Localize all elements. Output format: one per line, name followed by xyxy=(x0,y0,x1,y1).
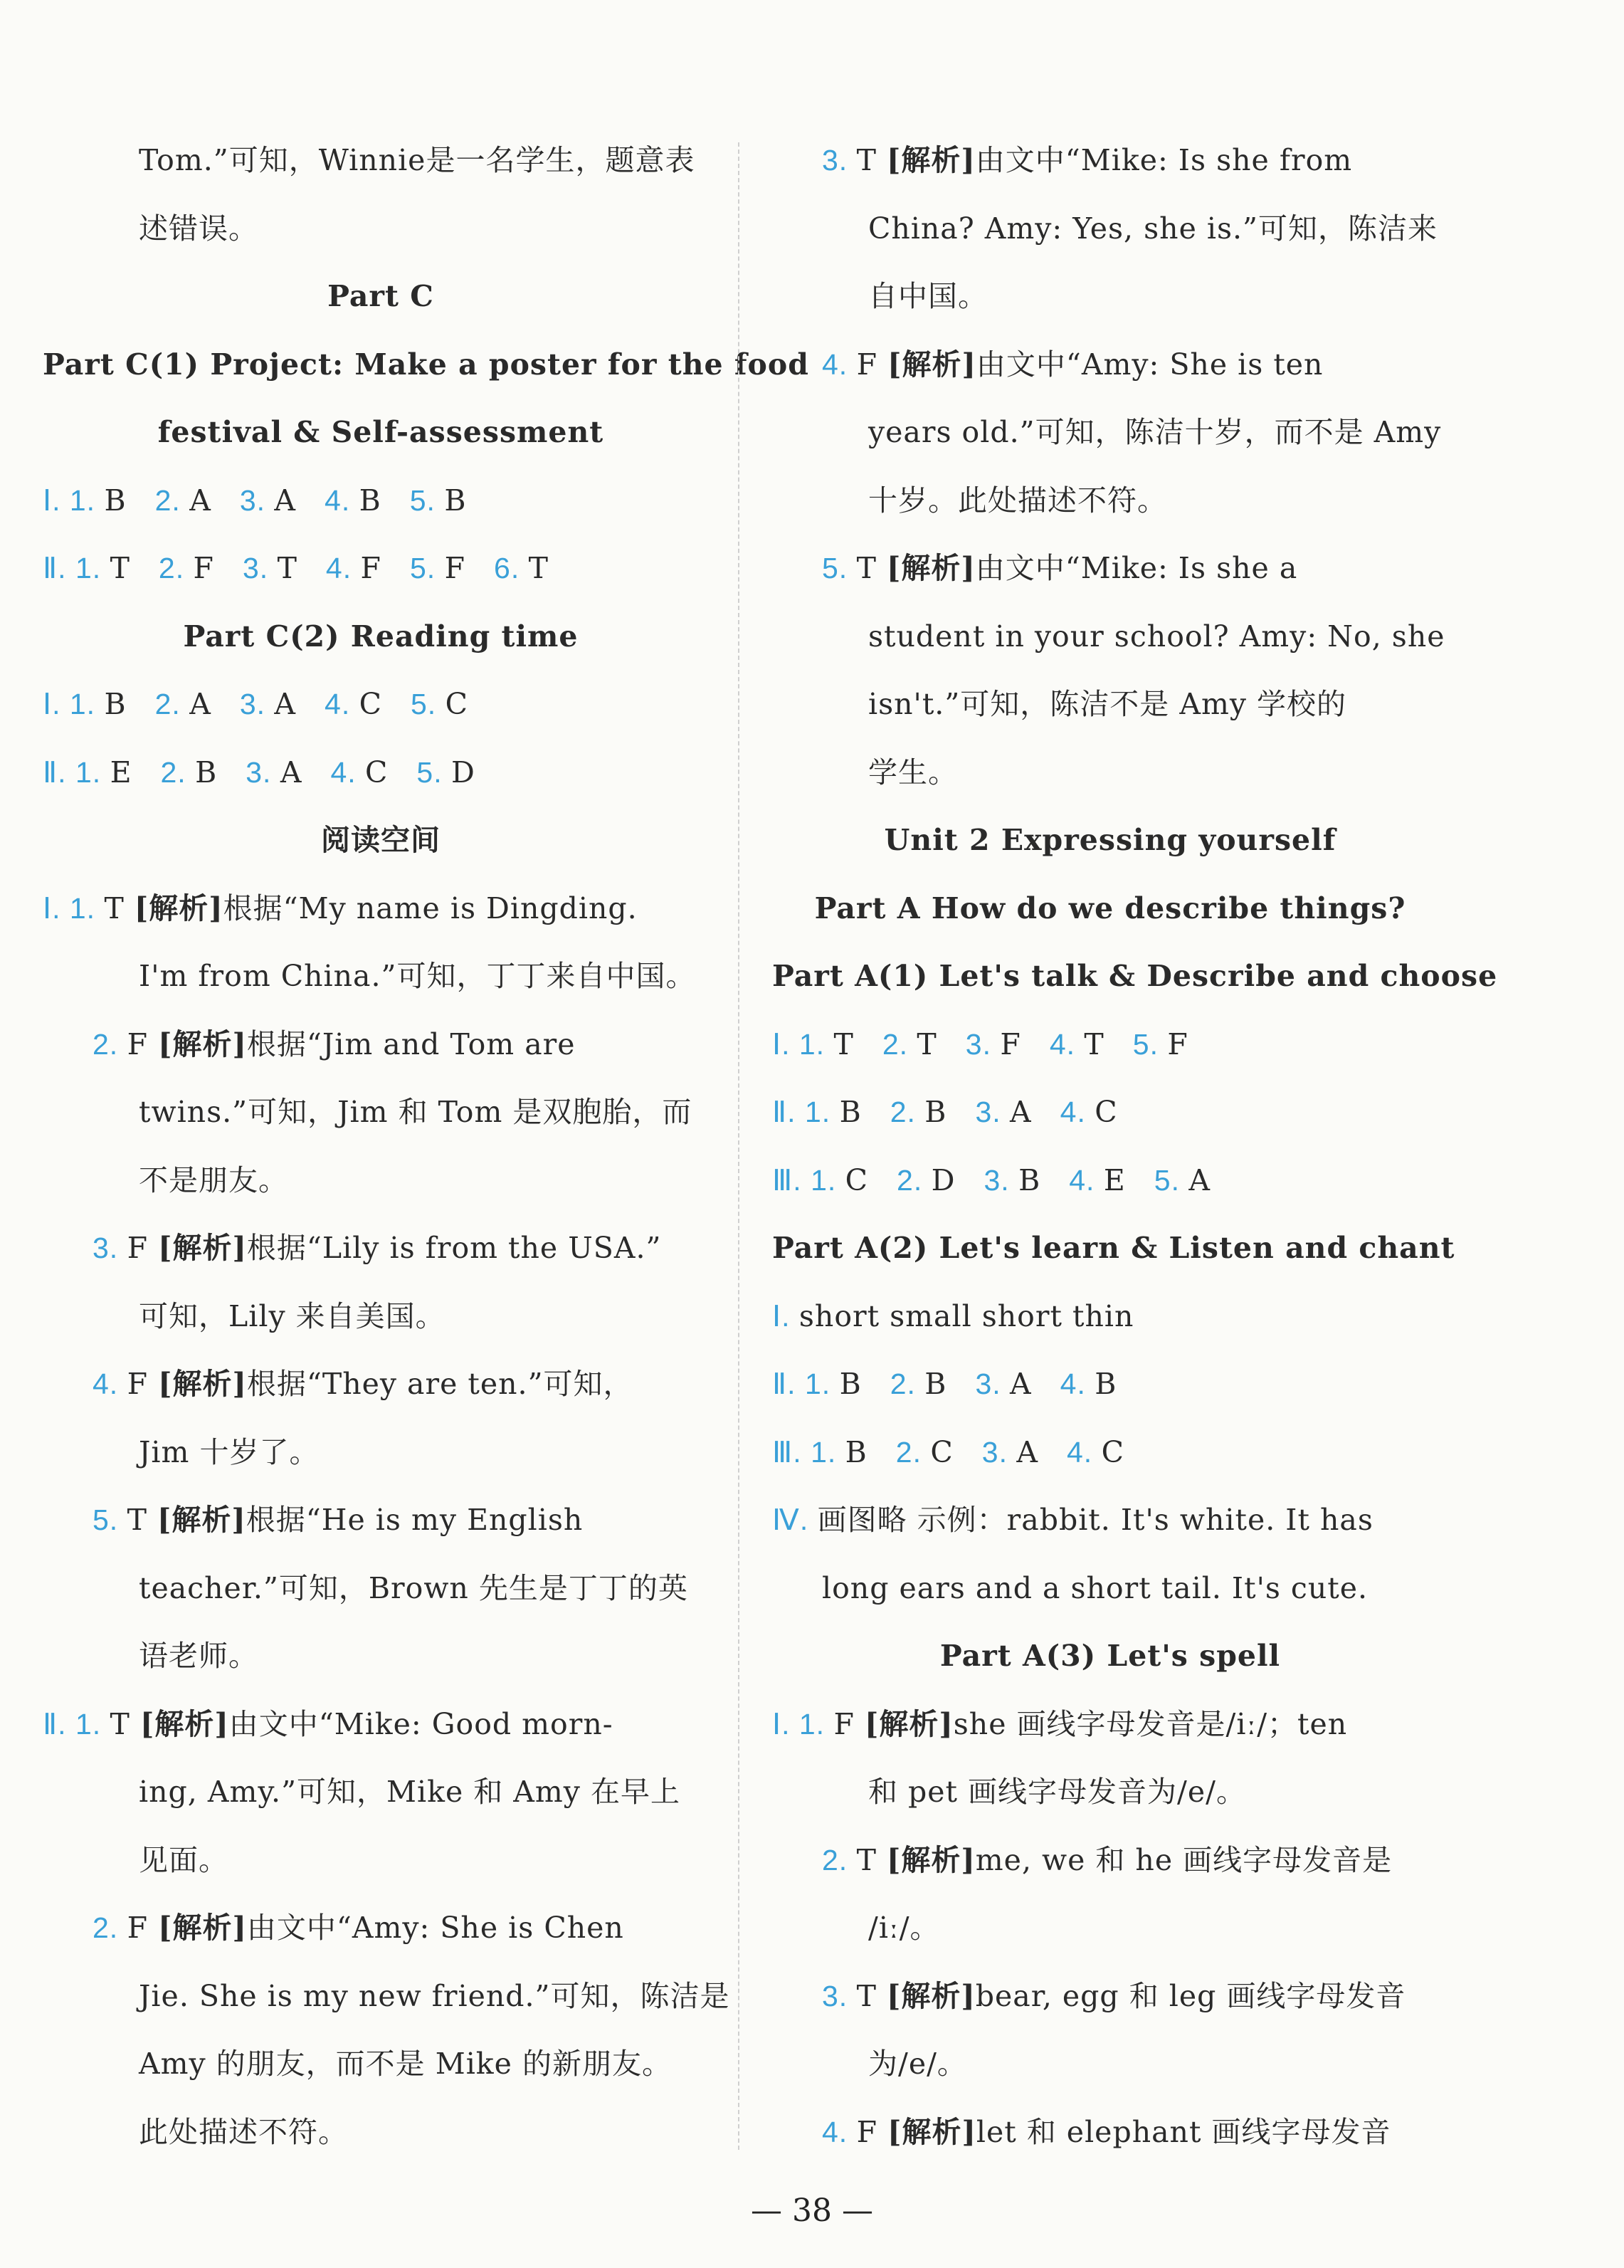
text-line: 和 pet 画线字母发音为/e/。 xyxy=(868,1775,1246,1809)
text-line: 述错误。 xyxy=(139,211,258,246)
explanation-item xyxy=(43,1227,719,1296)
answer-value: A xyxy=(1010,1095,1032,1129)
analysis-tag: [解析] xyxy=(134,891,223,925)
answer-value: F xyxy=(127,1231,159,1265)
roman-numeral: Ⅰ. xyxy=(43,688,70,720)
answer-value: F xyxy=(444,551,466,585)
question-number: 5. xyxy=(1154,1163,1189,1197)
question-number: 4. xyxy=(822,347,857,381)
answer-value: B xyxy=(839,1367,862,1401)
explanation-text: 根据“They are ten.”可知， xyxy=(246,1367,633,1401)
explanation-text: 根据“My name is Dingding. xyxy=(223,891,638,925)
roman-numeral: Ⅰ. xyxy=(772,1027,799,1061)
question-number: 2. xyxy=(897,1163,932,1197)
question-number: 4. xyxy=(325,688,359,720)
question-number: 4. xyxy=(325,483,359,517)
answer-value: A xyxy=(1010,1367,1032,1401)
answer-value: T xyxy=(856,143,887,177)
text-line: 此处描述不符。 xyxy=(139,2114,348,2149)
answer-row xyxy=(772,1160,1448,1228)
answer-value: E xyxy=(110,755,132,789)
question-number: 5. xyxy=(409,552,445,584)
explanation-item xyxy=(43,1024,719,1092)
roman-numeral: Ⅲ. xyxy=(772,1435,811,1469)
question-number: 2. xyxy=(154,688,190,720)
text-line: 学生。 xyxy=(868,755,958,789)
question-number: 1. xyxy=(69,483,105,517)
section-heading: Unit 2 Expressing yourself xyxy=(884,823,1336,857)
answer-row xyxy=(772,1432,1448,1500)
explanation-item xyxy=(43,888,719,956)
answer-row xyxy=(772,1091,1448,1160)
question-number: 4. xyxy=(330,755,366,789)
section-heading: festival & Self-assessment xyxy=(157,415,604,449)
explanation-text: 由文中“Mike: Is she from xyxy=(975,143,1353,177)
explanation-item xyxy=(43,1363,719,1432)
text-line: Jie. She is my new friend.”可知，陈洁是 xyxy=(139,1978,730,2013)
answer-value: C xyxy=(930,1434,954,1469)
right-column xyxy=(772,140,1498,2179)
answer-value: T xyxy=(856,1978,887,2013)
question-number: 1. xyxy=(811,1163,845,1197)
answer-value: B xyxy=(359,483,381,518)
explanation-text: 由文中“Mike: Good morn- xyxy=(228,1706,613,1741)
explanation-item xyxy=(43,1703,719,1772)
question-number: 4. xyxy=(1060,1367,1095,1400)
question-number: 2. xyxy=(158,552,194,584)
text-line: I'm from China.”可知，丁丁来自中国。 xyxy=(139,959,696,993)
answer-value: A xyxy=(274,687,297,721)
answer-value: C xyxy=(1095,1095,1118,1129)
explanation-text: me, we 和 he 画线字母发音是 xyxy=(975,1842,1393,1877)
question-number: 5. xyxy=(93,1503,127,1536)
answer-text: short small short thin xyxy=(798,1298,1134,1333)
answer-value: F xyxy=(833,1706,865,1741)
explanation-item xyxy=(772,547,1448,616)
answer-value: C xyxy=(365,755,389,789)
answer-value: D xyxy=(451,755,475,789)
answer-value: B xyxy=(104,483,127,518)
analysis-tag: [解析] xyxy=(886,551,976,585)
answer-row xyxy=(43,547,719,616)
answer-value: T xyxy=(104,891,135,925)
analysis-tag: [解析] xyxy=(139,1706,229,1741)
question-number: 4. xyxy=(1060,1096,1095,1128)
question-number: 3. xyxy=(822,1979,857,2012)
analysis-tag: [解析] xyxy=(887,2114,976,2149)
answer-text: 画图略 示例：rabbit. It's white. It has xyxy=(817,1503,1373,1537)
answer-value: F xyxy=(127,1027,159,1061)
answer-value: B xyxy=(444,483,467,518)
roman-numeral: Ⅲ. xyxy=(772,1163,811,1197)
answer-value: A xyxy=(189,483,211,518)
explanation-item xyxy=(772,1975,1448,2044)
roman-numeral: Ⅱ. xyxy=(43,755,75,789)
question-number: 3. xyxy=(984,1163,1019,1197)
answer-value: B xyxy=(845,1434,868,1469)
text-line: Tom.”可知，Winnie是一名学生，题意表 xyxy=(139,143,695,177)
section-heading: Part C xyxy=(327,279,434,313)
roman-numeral: Ⅰ. xyxy=(772,1299,799,1333)
question-number: Ⅱ. 1. xyxy=(43,1707,110,1741)
question-number: 1. xyxy=(804,1367,840,1400)
text-line: 不是朋友。 xyxy=(139,1162,288,1197)
section-heading: Part A(2) Let's learn & Listen and chant xyxy=(772,1231,1455,1265)
question-number: 2. xyxy=(93,1911,127,1944)
analysis-tag: [解析] xyxy=(158,1911,247,1945)
question-number: 3. xyxy=(93,1232,127,1264)
explanation-text: 由文中“Mike: Is she a xyxy=(975,551,1298,585)
text-line: 可知，Lily 来自美国。 xyxy=(139,1298,445,1333)
answer-value: F xyxy=(193,551,214,585)
answer-value: A xyxy=(280,755,302,789)
question-number: 2. xyxy=(822,1843,857,1876)
text-line: student in your school? Amy: No, she xyxy=(868,619,1445,653)
question-number: 1. xyxy=(811,1435,845,1469)
explanation-text: let 和 elephant 画线字母发音 xyxy=(976,2114,1391,2149)
question-number: 4. xyxy=(822,2115,857,2148)
roman-numeral: Ⅱ. xyxy=(43,552,75,584)
text-line: 见面。 xyxy=(139,1842,228,1877)
question-number: 3. xyxy=(239,688,275,720)
question-number: 1. xyxy=(804,1096,840,1128)
analysis-tag: [解析] xyxy=(864,1706,954,1741)
question-number: 4. xyxy=(1066,1435,1102,1469)
explanation-item xyxy=(43,1907,719,1975)
roman-numeral: Ⅳ. xyxy=(772,1503,818,1536)
answer-value: C xyxy=(359,687,382,721)
answer-value: A xyxy=(189,687,211,721)
explanation-item xyxy=(772,1703,1448,1772)
question-number: 1. xyxy=(798,1027,834,1061)
question-number: 2. xyxy=(895,1435,931,1469)
roman-numeral: Ⅱ. xyxy=(772,1367,805,1400)
answer-value: B xyxy=(195,755,218,789)
question-number: Ⅰ. 1. xyxy=(772,1707,834,1741)
question-number: 3. xyxy=(965,1027,1001,1061)
explanation-item xyxy=(772,1839,1448,1908)
explanation-text: bear, egg 和 leg 画线字母发音 xyxy=(975,1978,1406,2013)
column-divider xyxy=(738,142,739,2150)
question-number: 5. xyxy=(1132,1027,1168,1061)
question-number: 2. xyxy=(154,483,190,517)
answer-value: T xyxy=(856,551,887,585)
answer-value: E xyxy=(1103,1162,1126,1197)
answer-value: D xyxy=(931,1162,956,1197)
answer-value: T xyxy=(528,551,549,585)
answer-row xyxy=(43,752,719,820)
question-number: 5. xyxy=(410,688,445,720)
analysis-tag: [解析] xyxy=(158,1367,247,1401)
answer-value: T xyxy=(277,551,297,585)
text-line: long ears and a short tail. It's cute. xyxy=(822,1570,1369,1605)
answer-value: C xyxy=(845,1162,869,1197)
analysis-tag: [解析] xyxy=(158,1231,247,1265)
question-number: 3. xyxy=(981,1435,1017,1469)
answer-value: B xyxy=(924,1095,947,1129)
answer-value: B xyxy=(1095,1367,1117,1401)
answer-row xyxy=(43,480,719,548)
answer-value: T xyxy=(917,1027,937,1061)
text-line: isn't.”可知，陈洁不是 Amy 学校的 xyxy=(868,687,1347,721)
analysis-tag: [解析] xyxy=(886,1978,976,2013)
explanation-text: 根据“Jim and Tom are xyxy=(246,1027,576,1061)
question-number: 5. xyxy=(416,755,451,789)
answer-value: B xyxy=(104,687,127,721)
analysis-tag: [解析] xyxy=(157,1503,246,1537)
analysis-tag: [解析] xyxy=(886,1842,976,1877)
analysis-tag: [解析] xyxy=(886,143,976,177)
answer-value: A xyxy=(274,483,297,518)
analysis-tag: [解析] xyxy=(158,1027,247,1061)
section-heading: 阅读空间 xyxy=(321,823,441,857)
answer-value: B xyxy=(839,1095,862,1129)
explanation-text: she 画线字母发音是/iː/；ten xyxy=(953,1706,1348,1741)
answer-row xyxy=(43,683,719,752)
answer-row xyxy=(772,1296,1448,1364)
question-number: Ⅰ. 1. xyxy=(43,891,105,925)
question-number: 4. xyxy=(1049,1027,1085,1061)
text-line: 为/e/。 xyxy=(868,2047,967,2081)
section-heading: Part C(2) Reading time xyxy=(183,619,579,653)
analysis-tag: [解析] xyxy=(887,347,976,382)
answer-value: F xyxy=(127,1911,159,1945)
answer-row xyxy=(772,1499,1448,1568)
question-number: 1. xyxy=(69,688,105,720)
explanation-text: 由文中“Amy: She is Chen xyxy=(246,1911,624,1945)
answer-value: T xyxy=(110,551,130,585)
answer-row xyxy=(772,1024,1448,1092)
explanation-text: 根据“Lily is from the USA.” xyxy=(246,1231,662,1265)
explanation-text: 根据“He is my English xyxy=(246,1503,584,1537)
question-number: 3. xyxy=(239,483,275,517)
answer-value: F xyxy=(856,347,888,382)
explanation-item xyxy=(772,2111,1448,2180)
answer-value: F xyxy=(1000,1027,1021,1061)
text-line: Amy 的朋友，而不是 Mike 的新朋友。 xyxy=(139,2047,672,2081)
roman-numeral: Ⅱ. xyxy=(772,1096,805,1128)
answer-value: A xyxy=(1016,1434,1038,1469)
question-number: 4. xyxy=(93,1367,127,1400)
question-number: 3. xyxy=(975,1096,1011,1128)
text-line: ing, Amy.”可知，Mike 和 Amy 在早上 xyxy=(139,1775,680,1809)
text-line: /iː/。 xyxy=(868,1911,940,1945)
section-heading: Part A How do we describe things? xyxy=(814,891,1406,925)
section-heading: Part C(1) Project: Make a poster for the food xyxy=(43,347,809,382)
page-number: — 38 — xyxy=(751,2193,873,2229)
question-number: 2. xyxy=(882,1027,917,1061)
question-number: 3. xyxy=(246,755,280,789)
answer-value: A xyxy=(1188,1162,1211,1197)
question-number: 5. xyxy=(822,552,857,584)
text-line: 十岁。此处描述不符。 xyxy=(868,483,1167,518)
roman-numeral: Ⅰ. xyxy=(43,483,70,517)
explanation-item xyxy=(772,344,1448,412)
question-number: 2. xyxy=(890,1367,925,1400)
text-line: 自中国。 xyxy=(868,279,988,313)
answer-row xyxy=(772,1363,1448,1432)
section-heading: Part A(3) Let's spell xyxy=(939,1639,1281,1673)
question-number: 4. xyxy=(1069,1163,1104,1197)
question-number: 2. xyxy=(890,1096,925,1128)
question-number: 4. xyxy=(325,552,361,584)
answer-value: T xyxy=(1084,1027,1104,1061)
answer-value: T xyxy=(127,1503,157,1537)
text-line: twins.”可知，Jim 和 Tom 是双胞胎，而 xyxy=(139,1095,692,1129)
question-number: 3. xyxy=(242,552,278,584)
answer-value: F xyxy=(1167,1027,1188,1061)
text-line: years old.”可知，陈洁十岁，而不是 Amy xyxy=(868,415,1442,449)
answer-value: T xyxy=(110,1706,140,1741)
question-number: 2. xyxy=(93,1027,127,1061)
explanation-item xyxy=(772,140,1448,208)
explanation-item xyxy=(43,1499,719,1568)
text-line: China? Amy: Yes, she is.”可知，陈洁来 xyxy=(868,211,1438,246)
answer-value: F xyxy=(127,1367,159,1401)
section-heading: Part A(1) Let's talk & Describe and choose xyxy=(772,959,1498,993)
question-number: 1. xyxy=(75,755,110,789)
question-number: 3. xyxy=(822,144,857,177)
answer-value: T xyxy=(856,1842,887,1877)
text-line: 语老师。 xyxy=(139,1639,258,1673)
answer-value: F xyxy=(360,551,381,585)
question-number: 3. xyxy=(975,1367,1011,1400)
text-line: teacher.”可知，Brown 先生是丁丁的英 xyxy=(139,1570,688,1605)
answer-value: C xyxy=(1101,1434,1124,1469)
answer-value: B xyxy=(1018,1162,1041,1197)
explanation-text: 由文中“Amy: She is ten xyxy=(976,347,1324,382)
answer-value: F xyxy=(856,2114,888,2149)
text-line: Jim 十岁了。 xyxy=(139,1434,320,1469)
question-number: 1. xyxy=(75,552,110,584)
answer-value: T xyxy=(833,1027,854,1061)
question-number: 6. xyxy=(494,552,529,584)
question-number: 2. xyxy=(160,755,196,789)
question-number: 5. xyxy=(409,483,445,517)
answer-value: B xyxy=(924,1367,947,1401)
answer-value: C xyxy=(445,687,468,721)
